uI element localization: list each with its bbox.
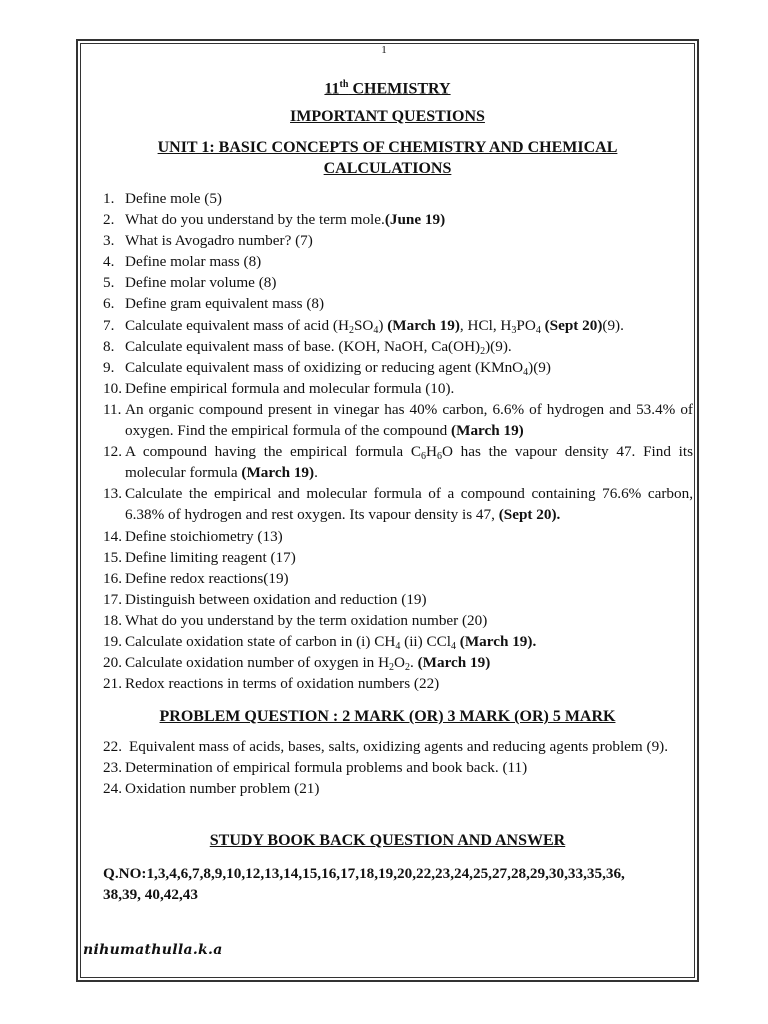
question-text: Define gram equivalent mass (8) — [125, 295, 325, 313]
list-item — [103, 736, 693, 757]
question-number: 14. — [103, 527, 122, 545]
question-text: Define limiting reagent (17) — [125, 548, 296, 566]
question-text: Distinguish between oxidation and reduction (19) — [125, 590, 427, 608]
book-back-heading: STUDY BOOK BACK QUESTION AND ANSWER — [209, 832, 566, 849]
question-text: Define stoichiometry (13) — [125, 527, 283, 545]
list-item — [103, 272, 693, 293]
list-item — [103, 251, 693, 272]
book-back-qno-line2: 38,39, 40,42,43 — [103, 886, 198, 903]
list-item — [103, 293, 693, 314]
list-item — [103, 631, 693, 652]
title-heading — [90, 74, 685, 99]
question-text: An organic compound present in vinegar has 40% carbon, 6.6% of hydrogen and 53.4% of oxygen. Find the empirical formula of the compound (March 19) — [125, 400, 693, 440]
unit-heading-line1: UNIT 1: BASIC CONCEPTS OF CHEMISTRY AND CHEMICAL — [157, 139, 618, 156]
question-number: 1. — [103, 190, 115, 207]
question-number: 5. — [103, 274, 115, 292]
question-number: 9. — [103, 358, 115, 376]
question-number: 3. — [103, 232, 115, 250]
problem-number: 22. — [103, 738, 122, 755]
problem-heading: PROBLEM QUESTION : 2 MARK (OR) 3 MARK (OR) 5 MARK — [159, 708, 616, 725]
question-text: What do you understand by the term oxidation number (20) — [125, 611, 488, 629]
question-number: 21. — [103, 675, 122, 693]
question-number: 7. — [103, 316, 115, 334]
book-back-qno-line1: Q.NO:1,3,4,6,7,8,9,10,12,13,14,15,16,17,18,19,20,22,23,24,25,27,28,29,30,33,35,36, — [103, 865, 625, 882]
question-number: 18. — [103, 611, 122, 629]
problem-text: Equivalent mass of acids, bases, salts, oxidizing agents and reducing agents problem (9). — [129, 738, 669, 755]
question-number: 19. — [103, 632, 122, 650]
unit-heading-line2: CALCULATIONS — [323, 160, 452, 177]
list-item — [103, 378, 693, 399]
author-signature: nihumathulla.k.a — [83, 942, 223, 958]
question-number: 20. — [103, 654, 122, 672]
subtitle-heading: IMPORTANT QUESTIONS — [290, 108, 485, 125]
list-item — [103, 757, 693, 778]
question-list — [103, 188, 693, 694]
list-item — [103, 526, 693, 547]
question-text: Redox reactions in terms of oxidation numbers (22) — [125, 675, 440, 693]
question-text: Define mole (5) — [125, 190, 222, 207]
title-grade: 11 — [324, 80, 340, 98]
question-text: What is Avogadro number? (7) — [125, 232, 313, 250]
list-item — [103, 589, 693, 610]
list-item — [103, 209, 693, 230]
question-number: 17. — [103, 590, 122, 608]
list-item — [103, 357, 693, 378]
question-number: 12. — [103, 443, 122, 461]
exam-reference: (June 19) — [384, 211, 446, 229]
title-grade-suffix: th — [339, 79, 349, 90]
question-number: 4. — [103, 253, 115, 271]
question-text: Define molar mass (8) — [125, 253, 262, 271]
question-text: Define empirical formula and molecular formula (10). — [125, 379, 455, 397]
problem-list — [103, 736, 693, 799]
list-item — [103, 673, 693, 694]
list-item — [103, 483, 693, 525]
problem-text: Oxidation number problem (21) — [125, 780, 320, 798]
question-body: What do you understand by the term mole. — [125, 211, 385, 229]
page-number: 1 — [381, 44, 387, 56]
question-text: Calculate equivalent mass of oxidizing or reducing agent (KMnO$_4$)(9) — [125, 358, 551, 378]
list-item — [103, 568, 693, 589]
title-subject: CHEMISTRY — [348, 80, 451, 98]
list-item — [103, 336, 693, 357]
list-item — [103, 188, 693, 209]
question-text: Calculate oxidation state of carbon in (i) $CH_4$ (ii) CCl$_4$ (March 19). — [125, 632, 537, 652]
list-item — [103, 610, 693, 631]
question-number: 16. — [103, 569, 122, 587]
question-text: Calculate equivalent mass of base. (KOH, NaOH, $Ca(OH)_2)(9)$. — [125, 337, 512, 357]
list-item — [103, 547, 693, 568]
question-text: A compound having the empirical formula $C_6H_6O$ has the vapour density 47. Find its molecular formula (March 19). — [125, 443, 693, 482]
question-text: Define redox reactions(19) — [125, 569, 289, 587]
question-text: Calculate equivalent mass of acid $(H_2SO_4)$ (March 19), HCl, $H_3PO_4$ (Sept 20)(9). — [125, 316, 624, 336]
question-number: 6. — [103, 295, 115, 313]
list-item — [103, 441, 693, 483]
question-text: Calculate oxidation number of oxygen in $H_2O_2$. (March 19) — [125, 654, 491, 674]
problem-text: Determination of empirical formula problems and book back. (11) — [125, 759, 528, 777]
question-number: 8. — [103, 337, 115, 355]
problem-number: 24. — [103, 780, 122, 798]
question-text — [125, 209, 693, 230]
list-item — [103, 315, 693, 336]
question-number: 10. — [103, 379, 122, 397]
question-number: 2. — [103, 211, 115, 229]
question-number: 15. — [103, 548, 122, 566]
problem-number: 23. — [103, 759, 122, 777]
question-text: Calculate the empirical and molecular formula of a compound containing 76.6% carbon, 6.38% of hydrogen and rest oxygen. Its vapour density is 47, (Sept 20). — [125, 485, 693, 524]
list-item — [103, 652, 693, 673]
list-item — [103, 230, 693, 251]
question-text: Define molar volume (8) — [125, 274, 277, 292]
list-item — [103, 399, 693, 441]
list-item — [103, 778, 693, 799]
question-number: 13. — [103, 485, 122, 503]
question-number: 11. — [103, 400, 122, 418]
